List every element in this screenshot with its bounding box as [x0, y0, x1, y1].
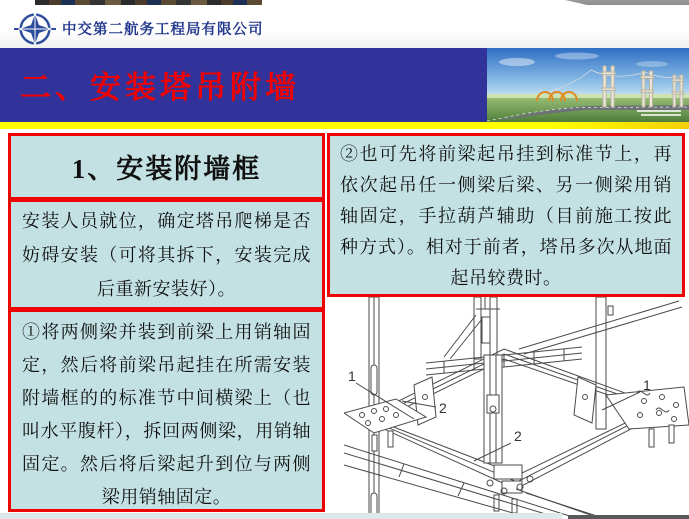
- intro-text: 安装人员就位，确定塔吊爬梯是否妨碍安装（可将其拆下，安装完成后重新安装好）。: [22, 211, 311, 299]
- bottom-dark-bar: [568, 515, 689, 519]
- slide-header: [0, 5, 689, 48]
- step1-text: ①将两侧梁并装到前梁上用销轴固定，然后将前梁吊起挂在所需安装附墙框的的标准节中间横梁上（也叫水平腹杆），拆回两侧梁，用销轴固定。然后将后梁起升到位与两侧梁用销轴固定。: [22, 322, 311, 507]
- diagram-label-2-center: 2: [514, 428, 522, 444]
- photo-watermark: [637, 110, 681, 112]
- diagram-label-2-left: 2: [439, 400, 447, 416]
- step1-text-box: [8, 309, 325, 512]
- bottom-edge-strip: [0, 513, 562, 519]
- yellow-divider: [0, 122, 689, 129]
- diagram-label-1-left: 1: [348, 368, 356, 384]
- step2-text-box: [327, 133, 685, 297]
- subsection-title: 1、安装附墙框: [71, 154, 262, 184]
- bridge-photo: [487, 48, 689, 122]
- section-title: 二、安装塔吊附墙: [20, 70, 300, 105]
- intro-text-box: [8, 199, 325, 310]
- step2-text: ②也可先将前梁起吊挂到标准节上，再依次起吊任一侧梁后梁、另一侧梁用销轴固定，手拉葫芦辅助（目前施工按此种方式）。相对于前者，塔吊多次从地面起吊较费时。: [340, 144, 672, 288]
- attachment-frame-diagram: [344, 297, 689, 519]
- cccc-logo-icon: [14, 8, 56, 50]
- diagram-label-1-right: 1: [643, 377, 651, 393]
- company-name: 中交第二航务工程局有限公司: [62, 22, 264, 38]
- subsection-title-box: [8, 133, 325, 200]
